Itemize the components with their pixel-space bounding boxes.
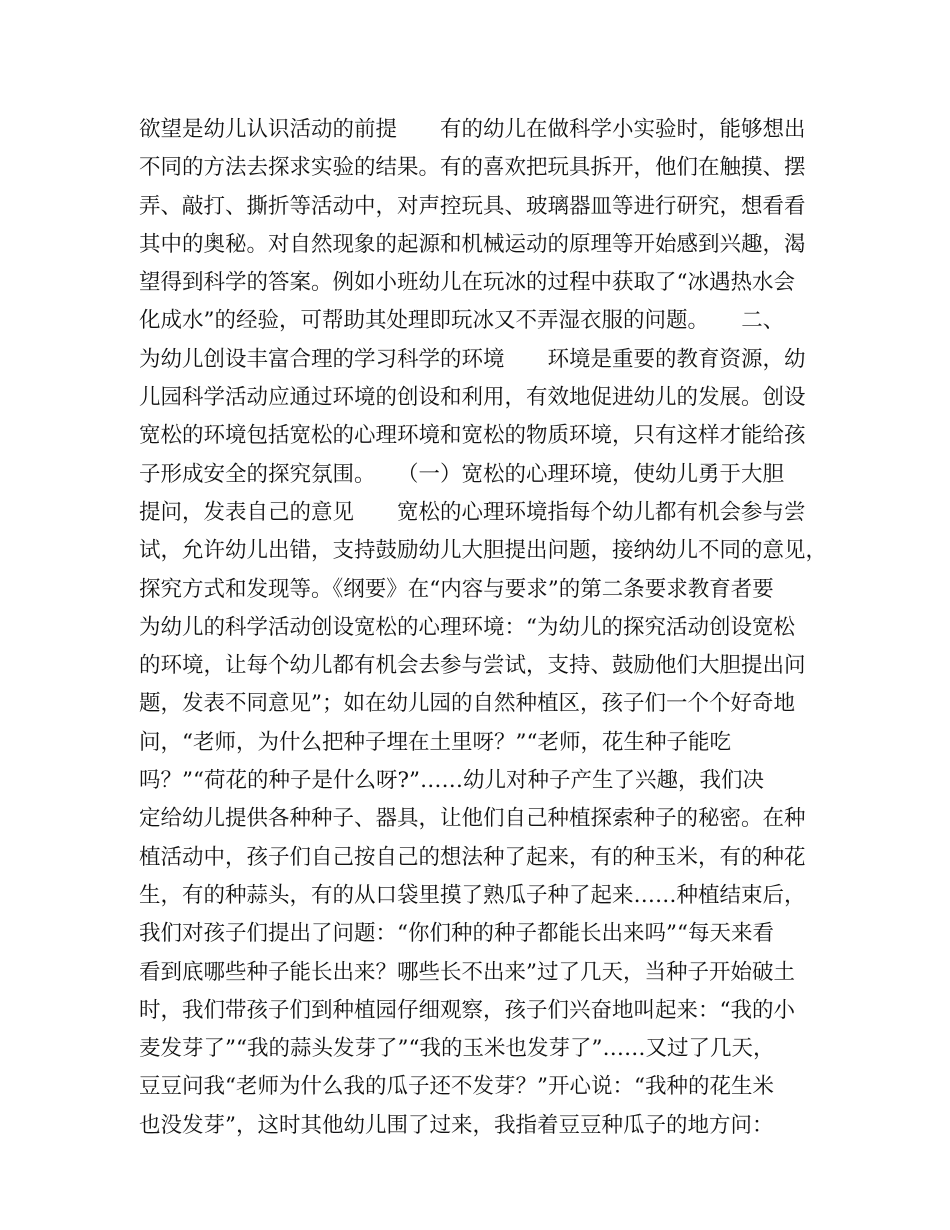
text-line: 子形成安全的探究氛围。 （一）宽松的心理环境，使幼儿勇于大胆: [139, 461, 785, 487]
text-line: 试，允许幼儿出错，支持鼓励幼儿大胆提出问题，接纳幼儿不同的意见，: [139, 538, 828, 564]
text-line: 的环境，让每个幼儿都有机会去参与尝试，支持、鼓励他们大胆提出问: [139, 653, 806, 679]
text-line: 不同的方法去探求实验的结果。有的喜欢把玩具拆开，他们在触摸、摆: [139, 155, 806, 181]
text-line: 弄、敲打、撕折等活动中，对声控玩具、玻璃器皿等进行研究，想看看: [139, 193, 806, 219]
text-line: 题，发表不同意见”；如在幼儿园的自然种植区，孩子们一个个好奇地: [139, 691, 795, 717]
text-line: 望得到科学的答案。例如小班幼儿在玩冰的过程中获取了“冰遇热水会: [139, 270, 795, 296]
text-line: 其中的奥秘。对自然现象的起源和机械运动的原理等开始感到兴趣，渴: [139, 231, 806, 257]
text-line: 生，有的种蒜头，有的从口袋里摸了熟瓜子种了起来……种植结束后，: [139, 882, 806, 908]
text-line: 时，我们带孩子们到种植园仔细观察，孩子们兴奋地叫起来：“我的小: [139, 997, 795, 1023]
text-line: 定给幼儿提供各种种子、器具，让他们自己种植探索种子的秘密。在种: [139, 806, 806, 832]
text-line: 我们对孩子们提出了问题：“你们种的种子都能长出来吗”“每天来看: [139, 921, 774, 947]
body-text: [139, 111, 829, 1145]
text-line: 欲望是幼儿认识活动的前提 有的幼儿在做科学小实验时，能够想出: [139, 117, 806, 142]
text-line: 植活动中，孩子们自己按自己的想法种了起来，有的种玉米，有的种花: [139, 844, 806, 870]
text-line: 问，“老师，为什么把种子埋在土里呀？”“老师，花生种子能吃: [139, 729, 731, 755]
text-line: 为幼儿的科学活动创设宽松的心理环境：“为幼儿的探究活动创设宽松: [139, 614, 795, 640]
text-line: 为幼儿创设丰富合理的学习科学的环境 环境是重要的教育资源，幼: [139, 346, 806, 372]
text-line: 宽松的环境包括宽松的心理环境和宽松的物质环境，只有这样才能给孩: [139, 423, 806, 449]
text-line: 儿园科学活动应通过环境的创设和利用，有效地促进幼儿的发展。创设: [139, 385, 806, 411]
text-line: 豆豆问我“老师为什么我的瓜子还不发芽？”开心说：“我种的花生米: [139, 1074, 774, 1100]
text-line: 探究方式和发现等。《纲要》在“内容与要求”的第二条要求教育者要: [139, 576, 774, 602]
text-line: 麦发芽了”“我的蒜头发芽了”“我的玉米也发芽了”……又过了几天，: [139, 1036, 775, 1062]
text-line: 看到底哪些种子能长出来？哪些长不出来”过了几天，当种子开始破土: [139, 959, 795, 985]
text-line: 化成水”的经验，可帮助其处理即玩冰又不弄湿衣服的问题。 二、: [139, 308, 785, 334]
text-line: 提问，发表自己的意见 宽松的心理环境指每个幼儿都有机会参与尝: [139, 499, 806, 525]
text-line: 吗？”“荷花的种子是什么呀?”……幼儿对种子产生了兴趣，我们决: [139, 768, 765, 794]
text-line: 也没发芽”，这时其他幼儿围了过来，我指着豆豆种瓜子的地方问：: [139, 1112, 774, 1138]
